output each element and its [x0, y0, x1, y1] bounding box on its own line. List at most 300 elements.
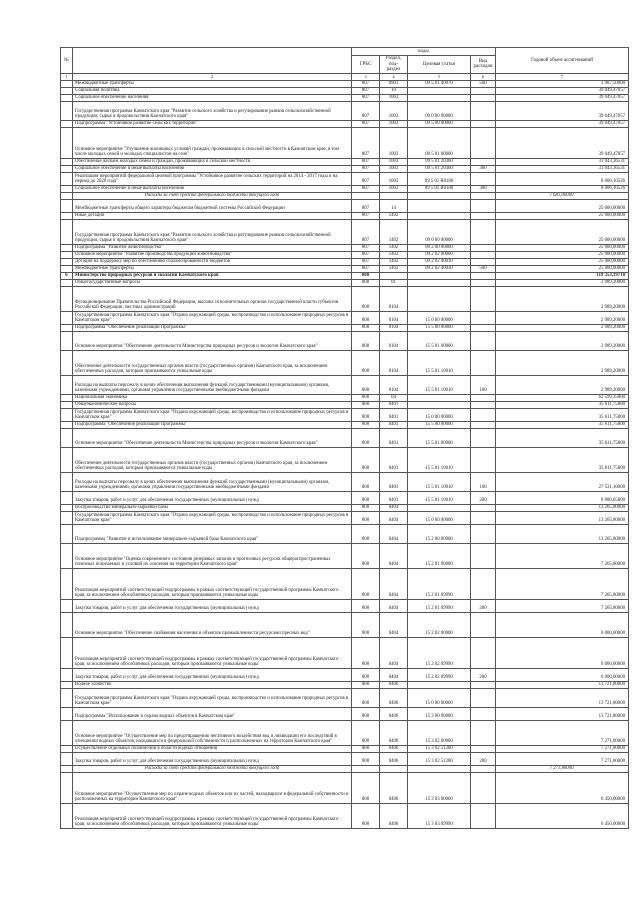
row-grbs: 807 [352, 212, 380, 219]
row-razdel: 0401 [380, 428, 408, 447]
row-target-article: 15 3 03 09990 [408, 803, 471, 828]
table-row [61, 127, 629, 158]
row-target-article: 09 2 02 40030 [408, 258, 471, 265]
row-number [61, 158, 73, 165]
row-amount: 35 611,75800 [496, 428, 629, 447]
row-name: Общеэкономические вопросы [73, 401, 352, 408]
table-row [61, 408, 629, 421]
table-row [61, 720, 629, 745]
row-target-article: 09 5 01 R0180 [408, 172, 471, 185]
row-target-article: 15 3 02 51280 [408, 745, 471, 752]
table-row [61, 101, 629, 120]
row-grbs: 808 [352, 511, 380, 524]
row-number [61, 87, 73, 94]
row-target-article: 15 5 01 10010 [408, 472, 471, 491]
row-number [61, 219, 73, 244]
table-row [61, 472, 629, 491]
table-row [61, 543, 629, 568]
row-razdel: 0104 [380, 375, 408, 394]
row-name: Национальная экономика [73, 394, 352, 401]
row-razdel: 1003 [380, 127, 408, 158]
table-row [61, 612, 629, 637]
row-expense-type [471, 637, 496, 668]
row-amount: 7 265,80000 [496, 543, 629, 568]
row-amount: 39 049,47057 [496, 120, 629, 127]
row-name: Основное мероприятие "Оценка современного состояния резервных запасов и прогнозных ресурсов общераспространенных полезных ископаемых и условий их освоения на территории Камчатского края" [73, 543, 352, 568]
row-amount: 13 721,80000 [496, 707, 629, 720]
row-razdel: 0406 [380, 720, 408, 745]
row-grbs [352, 765, 380, 772]
row-razdel: 1003 [380, 165, 408, 172]
row-target-article: 09 5 01 00000 [408, 127, 471, 158]
row-number [61, 491, 73, 504]
row-number [61, 324, 73, 331]
row-grbs: 807 [352, 199, 380, 212]
row-name: Социальное обеспечение и иные выплаты населению [73, 165, 352, 172]
row-target-article: 15 5 00 00000 [408, 324, 471, 331]
row-number [61, 668, 73, 681]
col-sum-header: Годовой объем ассигнований [496, 48, 629, 74]
row-grbs: 808 [352, 472, 380, 491]
row-grbs: 807 [352, 158, 380, 165]
row-expense-type: 300 [471, 165, 496, 172]
row-name: Функционирование Правительства Российской Федерации, высших исполнительных органов государственной власти субъектов Российской Федерации, местных администраций [73, 286, 352, 311]
row-name: Государственная программа Камчатского края "Охрана окружающей среды, воспроизводство и использование природных ресурсов в Камчатском крае" [73, 311, 352, 324]
row-grbs: 808 [352, 681, 380, 688]
table-row [61, 172, 629, 185]
row-target-article [408, 192, 471, 199]
row-number [61, 165, 73, 172]
row-razdel: 0104 [380, 324, 408, 331]
table-row [61, 158, 629, 165]
row-grbs: 808 [352, 491, 380, 504]
row-name: Закупка товаров, работ и услуг для обеспечения государственных (муниципальных) нужд [73, 491, 352, 504]
row-expense-type: 200 [471, 752, 496, 765]
row-razdel [380, 192, 408, 199]
row-name: Обеспечение деятельности государственных органов власти (государственных органов) Камчатского края, за исключением обеспеченных расходов, которым присваиваются уникальные коды [73, 350, 352, 375]
row-razdel: 0406 [380, 688, 408, 707]
row-expense-type [471, 120, 496, 127]
row-grbs: 807 [352, 87, 380, 94]
row-number [61, 375, 73, 394]
row-number: 6 [61, 272, 73, 279]
row-amount: 25 000,00000 [496, 251, 629, 258]
row-amount: 25 000,00000 [496, 265, 629, 272]
row-amount: 25 000,00000 [496, 244, 629, 251]
row-grbs: 808 [352, 803, 380, 828]
col-vr-header: Вид расходов [471, 56, 496, 74]
row-target-article: 09 2 02 40030 [408, 265, 471, 272]
row-razdel: 10 [380, 87, 408, 94]
row-expense-type [471, 401, 496, 408]
table-row [61, 765, 629, 772]
row-expense-type [471, 511, 496, 524]
index-cell: 2 [73, 73, 352, 80]
row-razdel: 0401 [380, 421, 408, 428]
row-grbs: 807 [352, 127, 380, 158]
row-expense-type [471, 394, 496, 401]
row-number [61, 803, 73, 828]
row-name: Основное мероприятие "Развитие производства продукции животноводства" [73, 251, 352, 258]
row-name: Подпрограмма "Развитие и использование минерально-сырьевой базы Камчатского края" [73, 524, 352, 543]
row-grbs [352, 192, 380, 199]
row-number [61, 350, 73, 375]
row-expense-type [471, 244, 496, 251]
row-target-article: 09 2 02 00000 [408, 251, 471, 258]
row-number [61, 331, 73, 350]
row-razdel: 0404 [380, 543, 408, 568]
row-expense-type [471, 94, 496, 101]
table-row [61, 251, 629, 258]
row-name: Подпрограмма "Развитие животноводства" [73, 244, 352, 251]
row-name: Основное мероприятие "Осуществление мер по предотвращению негативного воздействия вод и ликвидации его последствий в отношении водных объектов, находящихся в федеральной собственности и расположенных на территории Камчатского края" [73, 720, 352, 745]
row-name: Министерство природных ресурсов и экологии Камчатского края [73, 272, 352, 279]
row-amount: 7 271,80000 [496, 720, 629, 745]
row-grbs: 808 [352, 772, 380, 803]
col-codes-header: коды [352, 48, 496, 56]
row-expense-type [471, 421, 496, 428]
row-target-article: 15 3 00 00000 [408, 707, 471, 720]
table-row [61, 192, 629, 199]
row-razdel: 0104 [380, 311, 408, 324]
row-grbs: 808 [352, 720, 380, 745]
row-name: Закупка товаров, работ и услуг для обеспечения государственных (муниципальных) нужд [73, 668, 352, 681]
row-number [61, 543, 73, 568]
row-number [61, 681, 73, 688]
row-target-article [408, 286, 471, 311]
row-razdel: 0104 [380, 331, 408, 350]
row-grbs: 808 [352, 324, 380, 331]
row-target-article [408, 87, 471, 94]
row-amount: 7 681,00000 [496, 192, 629, 199]
row-razdel: 1402 [380, 251, 408, 258]
row-expense-type [471, 101, 496, 120]
table-row [61, 401, 629, 408]
row-grbs: 808 [352, 408, 380, 421]
row-target-article: 15 3 03 00000 [408, 772, 471, 803]
row-amount: 25 000,00000 [496, 199, 629, 212]
row-target-article: 15 2 02 09990 [408, 668, 471, 681]
row-number [61, 688, 73, 707]
row-expense-type [471, 158, 496, 165]
row-number [61, 94, 73, 101]
row-name: Основное мероприятие "Обеспечение деятельности Министерства природных ресурсов и экологии Камчатского края" [73, 428, 352, 447]
row-target-article: 15 0 00 00000 [408, 311, 471, 324]
row-expense-type [471, 87, 496, 94]
row-amount: 35 611,75800 [496, 408, 629, 421]
row-grbs: 807 [352, 244, 380, 251]
col-grbs-header: ГРБС [352, 56, 380, 74]
row-name: Социальное обеспечение населения [73, 94, 352, 101]
budget-table [60, 47, 629, 829]
row-name: Подпрограмма "Обеспечение реализации Программы" [73, 324, 352, 331]
row-amount: 39 049,47057 [496, 127, 629, 158]
row-number [61, 752, 73, 765]
row-expense-type: 300 [471, 185, 496, 192]
row-target-article: 09 5 01 20360 [408, 158, 471, 165]
row-target-article: 15 2 01 09990 [408, 568, 471, 599]
row-number [61, 279, 73, 286]
row-amount: 6 000,00000 [496, 637, 629, 668]
table-row [61, 421, 629, 428]
row-expense-type [471, 568, 496, 599]
row-razdel: 1402 [380, 244, 408, 251]
row-grbs: 808 [352, 524, 380, 543]
row-name: Закупка товаров, работ и услуг для обеспечения государственных (муниципальных) нужд [73, 752, 352, 765]
row-target-article [408, 765, 471, 772]
row-expense-type [471, 720, 496, 745]
row-expense-type [471, 286, 496, 311]
row-target-article: 15 5 00 00000 [408, 421, 471, 428]
row-razdel: 0406 [380, 745, 408, 752]
row-name: Основное мероприятие "Обеспечение снабжения населения и объектов промышленности ресурсами пресных вод" [73, 612, 352, 637]
row-expense-type [471, 543, 496, 568]
row-grbs: 808 [352, 421, 380, 428]
table-row [61, 80, 629, 87]
row-name: Водное хозяйство [73, 681, 352, 688]
row-number [61, 265, 73, 272]
row-amount: 6 450,00000 [496, 772, 629, 803]
row-amount: 31 043,36531 [496, 158, 629, 165]
row-grbs: 807 [352, 165, 380, 172]
row-name: Дотации на поддержку мер по обеспечению сбалансированности бюджетов [73, 258, 352, 265]
row-name: Подпрограмма "Обеспечение реализации Программы" [73, 421, 352, 428]
row-name: Государственная программа Камчатского края "Охрана окружающей среды, воспроизводство и использование природных ресурсов в Камчатском крае" [73, 408, 352, 421]
row-razdel: 01 [380, 279, 408, 286]
row-number [61, 408, 73, 421]
table-row [61, 286, 629, 311]
row-razdel: 0104 [380, 350, 408, 375]
row-number [61, 185, 73, 192]
row-grbs: 808 [352, 447, 380, 472]
row-expense-type [471, 311, 496, 324]
row-razdel: 1402 [380, 212, 408, 219]
table-row [61, 752, 629, 765]
row-name: Межбюджетные трансферты [73, 265, 352, 272]
row-target-article: 15 5 01 10010 [408, 447, 471, 472]
row-razdel: 0406 [380, 707, 408, 720]
row-razdel: 0404 [380, 524, 408, 543]
row-expense-type [471, 331, 496, 350]
row-razdel: 0404 [380, 637, 408, 668]
row-grbs: 808 [352, 311, 380, 324]
row-name: Социальное обеспечение и иные выплаты населению [73, 185, 352, 192]
row-razdel: 0404 [380, 612, 408, 637]
row-name: Подпрограмма "Устойчивое развитие сельских территорий" [73, 120, 352, 127]
row-grbs: 808 [352, 286, 380, 311]
row-number [61, 428, 73, 447]
row-expense-type [471, 803, 496, 828]
row-name: Реализация мероприятий соответствующей подпрограммы в рамках соответствующей государственной программы Камчатского края, за исключением обособленных расходов, которым присваиваются уникальные коды [73, 568, 352, 599]
row-amount: 35 611,75800 [496, 401, 629, 408]
row-razdel: 0404 [380, 511, 408, 524]
row-amount: 7 265,80000 [496, 599, 629, 612]
row-amount: 6 000,00000 [496, 612, 629, 637]
table-row [61, 185, 629, 192]
row-target-article: 15 5 01 00000 [408, 331, 471, 350]
table-row [61, 258, 629, 265]
table-row [61, 681, 629, 688]
table-row [61, 219, 629, 244]
table-row [61, 707, 629, 720]
row-name: Основное мероприятие "Улучшение жилищных условий граждан, проживающих в сельской местности в Камчатском крае, в том числе молодых семей и молодых специалистов на селе" [73, 127, 352, 158]
row-grbs: 808 [352, 394, 380, 401]
row-number [61, 511, 73, 524]
row-target-article [408, 279, 471, 286]
col-razdel-header: Раздел, под-раздел [380, 56, 408, 74]
row-target-article: 09 0 00 00000 [408, 219, 471, 244]
row-razdel: 1003 [380, 185, 408, 192]
row-number [61, 524, 73, 543]
row-expense-type [471, 212, 496, 219]
row-amount: 39 049,47057 [496, 94, 629, 101]
row-name: Расходы на выплаты персоналу в целях обеспечения выполнения функций государственными (муниципальными) органами, казенными учреждениями, органами управления государственными внебюджетными фондами [73, 472, 352, 491]
row-grbs: 808 [352, 279, 380, 286]
index-cell: 6 [471, 73, 496, 80]
row-name: Закупка товаров, работ и услуг для обеспечения государственных (муниципальных) нужд [73, 599, 352, 612]
row-amount: 25 000,00000 [496, 219, 629, 244]
row-grbs: 808 [352, 331, 380, 350]
row-razdel: 1402 [380, 219, 408, 244]
table-row [61, 120, 629, 127]
row-amount: 2 989,20000 [496, 324, 629, 331]
table-row [61, 350, 629, 375]
row-number [61, 707, 73, 720]
row-name: Реализация мероприятий соответствующей подпрограммы в рамках соответствующей государственной программы Камчатского края, за исключением обособленных расходов, которым присваиваются уникальные коды [73, 803, 352, 828]
row-grbs: 807 [352, 80, 380, 87]
table-row [61, 244, 629, 251]
row-razdel: 04 [380, 394, 408, 401]
row-name: Основное мероприятие "Осуществление мер по охране водных объектов или их частей, находящихся в федеральной собственности и расположенных на территории Камчатского края" [73, 772, 352, 803]
table-row [61, 199, 629, 212]
row-amount: 7 265,80000 [496, 568, 629, 599]
table-row [61, 94, 629, 101]
row-number [61, 127, 73, 158]
row-grbs: 808 [352, 428, 380, 447]
row-grbs: 808 [352, 612, 380, 637]
row-grbs: 808 [352, 504, 380, 511]
row-amount: 7 271,80000 [496, 752, 629, 765]
row-target-article: 15 0 00 00000 [408, 408, 471, 421]
budget-sheet [60, 47, 628, 829]
table-row [61, 745, 629, 752]
row-name: Межбюджетные трансферты [73, 80, 352, 87]
row-name: Реализация мероприятий соответствующей подпрограммы в рамках соответствующей государственной программы Камчатского края, за исключением обособленных расходов, которым присваиваются уникальные коды [73, 637, 352, 668]
row-razdel: 0901 [380, 80, 408, 87]
row-number [61, 637, 73, 668]
row-razdel: 0401 [380, 401, 408, 408]
row-number [61, 311, 73, 324]
row-target-article [408, 272, 471, 279]
row-amount: 13 265,80000 [496, 511, 629, 524]
table-row [61, 524, 629, 543]
row-razdel: 1402 [380, 265, 408, 272]
table-row [61, 324, 629, 331]
row-grbs: 807 [352, 101, 380, 120]
row-expense-type: 500 [471, 265, 496, 272]
row-grbs: 807 [352, 185, 380, 192]
index-cell: 4 [380, 73, 408, 80]
index-cell: 5 [408, 73, 471, 80]
row-amount: 13 721,80000 [496, 681, 629, 688]
table-row [61, 668, 629, 681]
row-expense-type [471, 258, 496, 265]
row-grbs: 808 [352, 599, 380, 612]
row-target-article: 15 5 01 00000 [408, 428, 471, 447]
row-amount: 7 271,80000 [496, 765, 629, 772]
row-expense-type [471, 251, 496, 258]
table-row [61, 394, 629, 401]
row-number [61, 172, 73, 185]
row-grbs: 807 [352, 120, 380, 127]
row-razdel: 0406 [380, 803, 408, 828]
row-razdel: 1402 [380, 258, 408, 265]
table-row [61, 331, 629, 350]
row-razdel [380, 765, 408, 772]
row-amount: 8 006,10526 [496, 172, 629, 185]
row-number [61, 120, 73, 127]
row-grbs: 808 [352, 637, 380, 668]
row-target-article: 15 5 01 10010 [408, 350, 471, 375]
row-target-article: 15 5 01 10010 [408, 375, 471, 394]
row-amount: 2 989,20000 [496, 331, 629, 350]
row-amount: 2 989,20000 [496, 279, 629, 286]
row-expense-type [471, 688, 496, 707]
row-name: Государственная программа Камчатского края "Развитие сельского хозяйства и регулирование рынков сельскохозяйственной продукции, сырья и продовольствия Камчатского края" [73, 219, 352, 244]
row-name: Социальная политика [73, 87, 352, 94]
row-number [61, 401, 73, 408]
row-number [61, 199, 73, 212]
row-expense-type [471, 172, 496, 185]
row-amount: 39 049,47057 [496, 101, 629, 120]
row-grbs: 808 [352, 668, 380, 681]
row-number [61, 568, 73, 599]
row-name: Осуществление отдельных полномочий в области водных отношений [73, 745, 352, 752]
table-row [61, 311, 629, 324]
row-target-article [408, 94, 471, 101]
row-expense-type [471, 192, 496, 199]
row-number [61, 504, 73, 511]
row-number [61, 80, 73, 87]
col-num-header: № [61, 48, 73, 74]
row-expense-type [471, 612, 496, 637]
budget-rows [61, 80, 629, 828]
row-amount: 7 271,80000 [496, 745, 629, 752]
row-target-article [408, 394, 471, 401]
row-name: Подпрограмма "Использование и охрана водных объектов в Камчатском крае" [73, 707, 352, 720]
row-amount: 119 353,19718 [496, 272, 629, 279]
row-razdel [380, 272, 408, 279]
row-target-article: 15 2 01 00000 [408, 543, 471, 568]
row-expense-type: 100 [471, 375, 496, 394]
row-expense-type: 100 [471, 472, 496, 491]
row-razdel: 0401 [380, 447, 408, 472]
row-name: Государственная программа Камчатского края "Развитие сельского хозяйства и регулирование рынков сельскохозяйственной продукции, сырья и продовольствия Камчатского края" [73, 101, 352, 120]
row-amount: 62 599,35800 [496, 394, 629, 401]
row-razdel: 0404 [380, 504, 408, 511]
row-number [61, 472, 73, 491]
row-amount: 2 989,20000 [496, 375, 629, 394]
row-target-article [408, 199, 471, 212]
row-target-article [408, 681, 471, 688]
row-amount: 39 049,47057 [496, 87, 629, 94]
row-amount: 2 989,20000 [496, 350, 629, 375]
row-amount: 6 450,00000 [496, 803, 629, 828]
row-grbs: 808 [352, 707, 380, 720]
index-row [61, 73, 629, 80]
row-amount: 25 000,00000 [496, 212, 629, 219]
row-name: Расходы на выплаты персоналу в целях обеспечения выполнения функций государственными (муниципальными) органами, казенными учреждениями, органами управления государственными внебюджетными фондами [73, 375, 352, 394]
